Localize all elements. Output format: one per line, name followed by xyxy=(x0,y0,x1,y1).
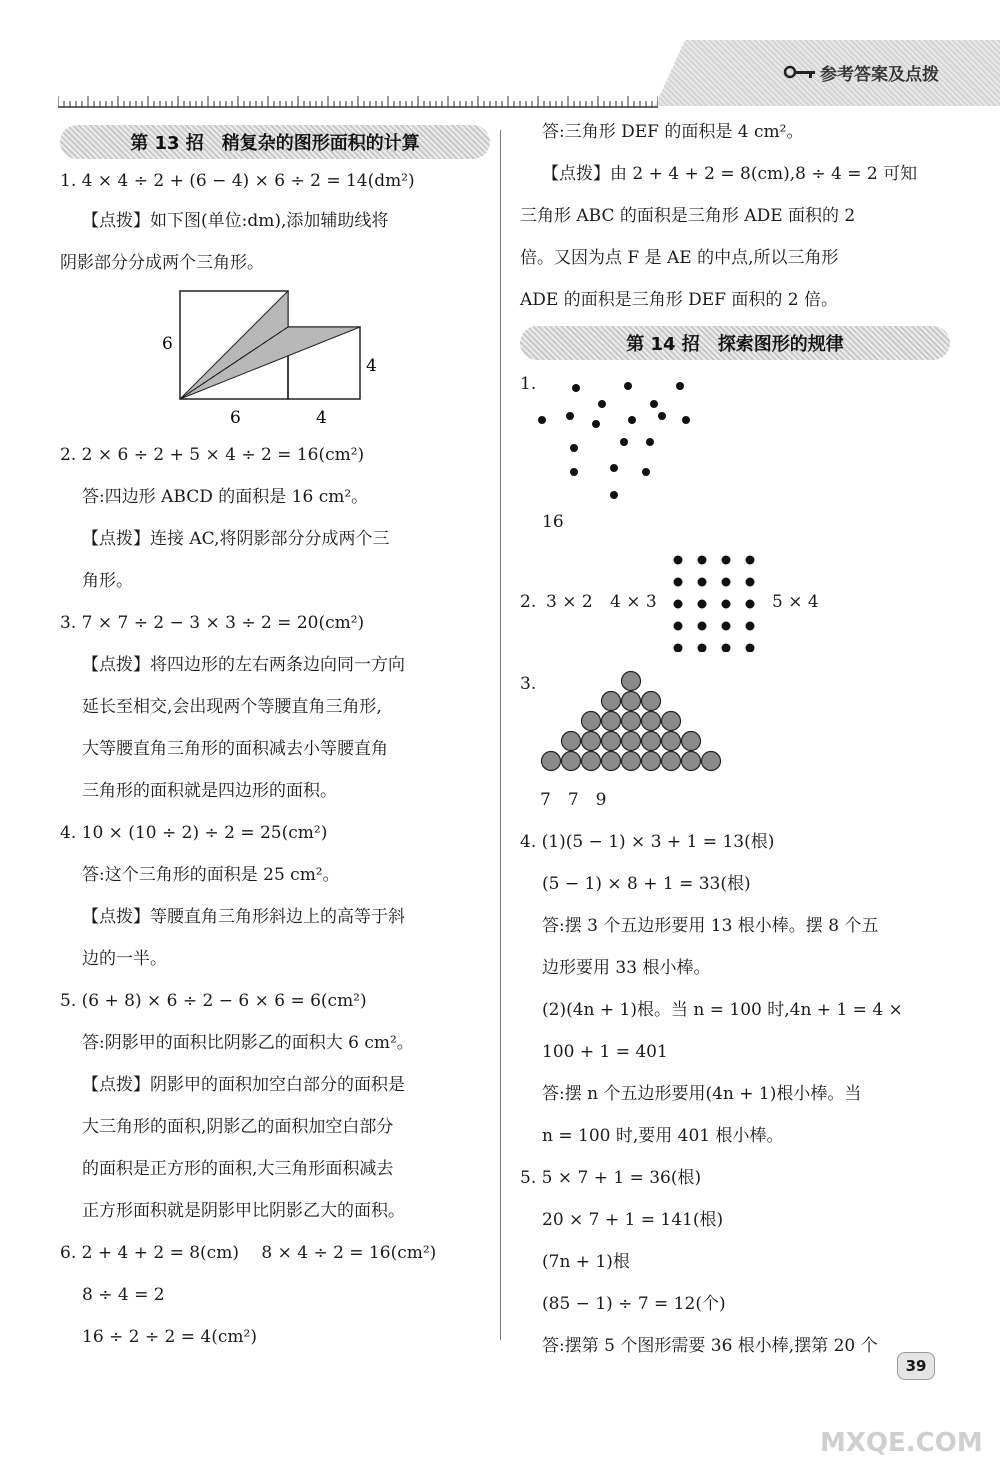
fig-label-left: 6 xyxy=(162,334,173,354)
pattern-circle xyxy=(542,752,561,771)
pattern-q2-a: 3 × 2 xyxy=(546,592,593,612)
pattern-q1-answer: 16 xyxy=(542,512,564,532)
right-column xyxy=(520,120,950,1358)
pattern-q2-dot-grid xyxy=(670,552,780,652)
q6-tip-line1: 【点拨】由 2 + 4 + 2 = 8(cm),8 ÷ 4 = 2 可知 xyxy=(542,164,918,184)
key-icon xyxy=(783,64,817,80)
pattern-circle xyxy=(582,712,601,731)
pattern-circle xyxy=(602,692,621,711)
q3-tip-line1: 【点拨】将四边形的左右两条边向同一方向 xyxy=(82,655,405,675)
section-banner-13: 第 13 招 稍复杂的图形面积的计算 xyxy=(60,125,490,159)
pattern-q4-line4: 边形要用 33 根小棒。 xyxy=(542,958,711,978)
pattern-q2-c: 5 × 4 xyxy=(772,592,819,612)
pattern-circle xyxy=(622,752,641,771)
pattern-q5-line2: 20 × 7 + 1 = 141(根) xyxy=(542,1210,724,1230)
q1-equation: 1. 4 × 4 ÷ 2 + (6 − 4) × 6 ÷ 2 = 14(dm²) xyxy=(60,171,415,191)
pattern-circle xyxy=(602,752,621,771)
pattern-q3-number: 3. xyxy=(520,674,537,694)
q5-equation: 5. (6 + 8) × 6 ÷ 2 − 6 × 6 = 6(cm²) xyxy=(60,991,367,1011)
q1-tip-line1: 【点拨】如下图(单位:dm),添加辅助线将 xyxy=(82,211,389,231)
pattern-circle xyxy=(622,712,641,731)
pattern-q4-line3: 答:摆 3 个五边形要用 13 根小棒。摆 8 个五 xyxy=(542,916,879,936)
q5-tip-line3: 的面积是正方形的面积,大三角形面积减去 xyxy=(82,1159,394,1179)
pattern-circle xyxy=(702,752,721,771)
q5-answer: 答:阴影甲的面积比阴影乙的面积大 6 cm²。 xyxy=(82,1033,414,1053)
q2-equation: 2. 2 × 6 ÷ 2 + 5 × 4 ÷ 2 = 16(cm²) xyxy=(60,445,365,465)
pattern-q2-number: 2. xyxy=(520,592,537,612)
q6-answer: 答:三角形 DEF 的面积是 4 cm²。 xyxy=(542,122,804,142)
pattern-q5-line1: 5. 5 × 7 + 1 = 36(根) xyxy=(520,1168,702,1188)
q6-tip-line3: 倍。又因为点 F 是 AE 的中点,所以三角形 xyxy=(520,248,839,268)
q2-tip-line2: 角形。 xyxy=(82,571,133,591)
pattern-circle xyxy=(682,732,701,751)
q6-equation3: 16 ÷ 2 ÷ 2 = 4(cm²) xyxy=(82,1327,257,1347)
pattern-circle xyxy=(662,712,681,731)
pattern-q1-number: 1. xyxy=(520,374,537,394)
pattern-circle xyxy=(622,672,641,691)
watermark: MXQE.COM xyxy=(820,1428,983,1458)
q6-tip-line4: ADE 的面积是三角形 DEF 面积的 2 倍。 xyxy=(520,290,838,310)
pattern-q2-b: 4 × 3 xyxy=(610,592,657,612)
q5-tip-line4: 正方形面积就是阴影甲比阴影乙大的面积。 xyxy=(82,1201,405,1221)
q6-equation1: 6. 2 + 4 + 2 = 8(cm) 8 × 4 ÷ 2 = 16(cm²) xyxy=(60,1243,437,1263)
q4-tip-line2: 边的一半。 xyxy=(82,949,167,969)
pattern-circle xyxy=(642,732,661,751)
pattern-q4-line2: (5 − 1) × 8 + 1 = 33(根) xyxy=(542,874,751,894)
pattern-q4-line8: n = 100 时,要用 401 根小棒。 xyxy=(542,1126,784,1146)
pattern-q5-line3: (7n + 1)根 xyxy=(542,1252,630,1272)
page-number: 39 xyxy=(897,1352,935,1380)
ruler-decoration xyxy=(58,92,658,108)
q4-answer: 答:这个三角形的面积是 25 cm²。 xyxy=(82,865,340,885)
pattern-circle xyxy=(682,752,701,771)
q1-tip-line2: 阴影部分分成两个三角形。 xyxy=(60,253,264,273)
pattern-circle xyxy=(582,752,601,771)
pattern-circle xyxy=(562,752,581,771)
left-column xyxy=(60,125,490,1349)
q2-answer: 答:四边形 ABCD 的面积是 16 cm²。 xyxy=(82,487,369,507)
q3-tip-line2: 延长至相交,会出现两个等腰直角三角形, xyxy=(82,697,382,717)
pattern-q1-dots xyxy=(534,370,734,500)
q6-tip-line2: 三角形 ABC 的面积是三角形 ADE 面积的 2 xyxy=(520,206,856,226)
pattern-q3-circle-triangle xyxy=(536,670,726,775)
pattern-circle xyxy=(602,732,621,751)
column-divider xyxy=(500,130,501,1340)
pattern-circle xyxy=(582,732,601,751)
q1-figure xyxy=(60,281,490,431)
pattern-circle xyxy=(642,712,661,731)
q3-equation: 3. 7 × 7 ÷ 2 − 3 × 3 ÷ 2 = 20(cm²) xyxy=(60,613,365,633)
q4-tip-line1: 【点拨】等腰直角三角形斜边上的高等于斜 xyxy=(82,907,405,927)
pattern-circle xyxy=(642,692,661,711)
pattern-circle xyxy=(642,752,661,771)
pattern-q4-line7: 答:摆 n 个五边形要用(4n + 1)根小棒。当 xyxy=(542,1084,862,1104)
fig-label-bottom2: 4 xyxy=(316,408,327,428)
pattern-q4-line1: 4. (1)(5 − 1) × 3 + 1 = 13(根) xyxy=(520,832,775,852)
pattern-circle xyxy=(622,732,641,751)
q5-tip-line2: 大三角形的面积,阴影乙的面积加空白部分 xyxy=(82,1117,394,1137)
pattern-circle xyxy=(562,732,581,751)
pattern-q3-answers: 7 7 9 xyxy=(540,790,607,810)
q6-equation2: 8 ÷ 4 = 2 xyxy=(82,1285,165,1305)
pattern-q5-line5: 答:摆第 5 个图形需要 36 根小棒,摆第 20 个 xyxy=(542,1336,878,1356)
pattern-q5-line4: (85 − 1) ÷ 7 = 12(个) xyxy=(542,1294,726,1314)
section-banner-14: 第 14 招 探索图形的规律 xyxy=(520,326,950,360)
pattern-circle xyxy=(662,732,681,751)
pattern-q4-line6: 100 + 1 = 401 xyxy=(542,1042,668,1062)
pattern-circle xyxy=(622,692,641,711)
pattern-q4-line5: (2)(4n + 1)根。当 n = 100 时,4n + 1 = 4 × xyxy=(542,1000,903,1020)
q4-equation: 4. 10 × (10 ÷ 2) ÷ 2 = 25(cm²) xyxy=(60,823,328,843)
q5-tip-line1: 【点拨】阴影甲的面积加空白部分的面积是 xyxy=(82,1075,405,1095)
q2-tip-line1: 【点拨】连接 AC,将阴影部分分成两个三 xyxy=(82,529,390,549)
fig-label-right: 4 xyxy=(366,356,377,376)
pattern-circle xyxy=(602,712,621,731)
q3-tip-line4: 三角形的面积就是四边形的面积。 xyxy=(82,781,337,801)
q3-tip-line3: 大等腰直角三角形的面积减去小等腰直角 xyxy=(82,739,388,759)
pattern-circle xyxy=(662,752,681,771)
fig-label-bottom1: 6 xyxy=(230,408,241,428)
header-title: 参考答案及点拨 xyxy=(820,65,939,85)
